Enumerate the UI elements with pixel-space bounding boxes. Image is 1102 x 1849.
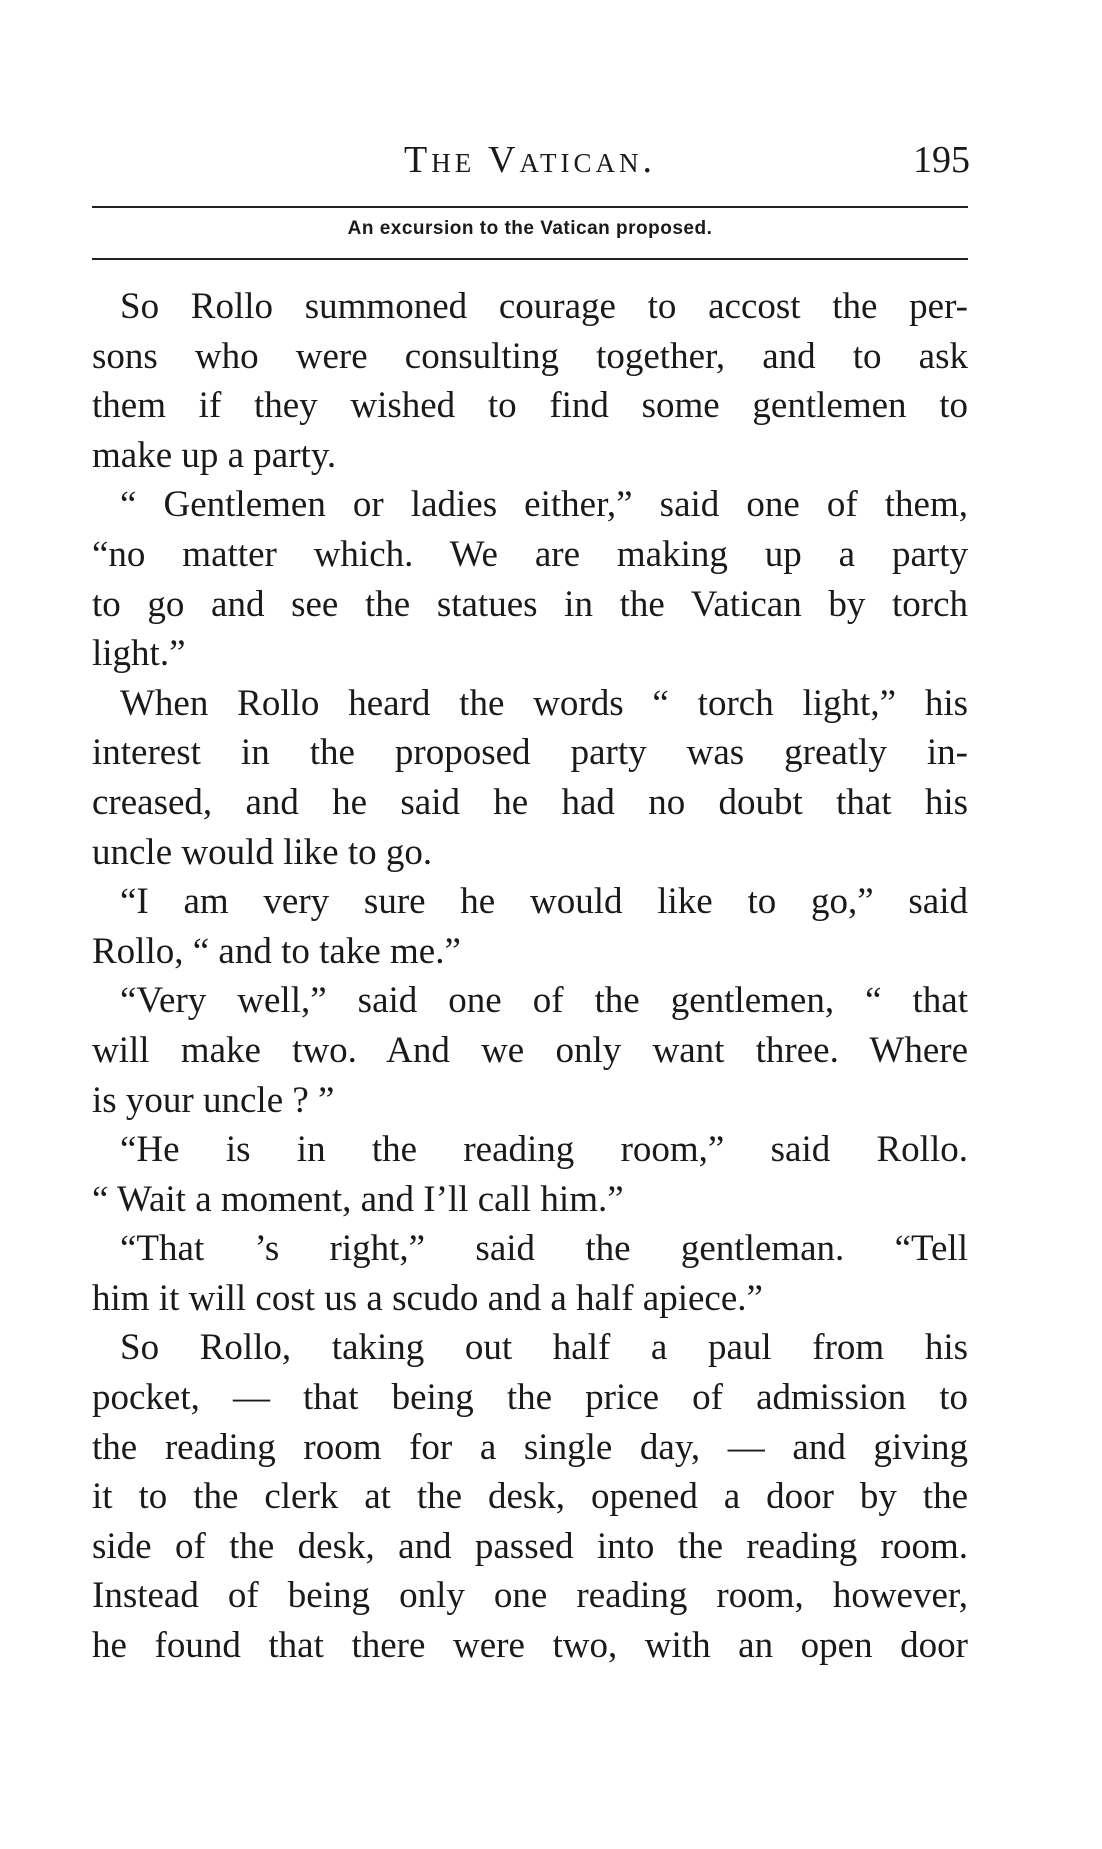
text-line: he found that there were two, with an open door xyxy=(92,1625,968,1667)
text-line: “That ’s right,” said the gentleman. “Tell xyxy=(120,1228,968,1270)
page-number: 195 xyxy=(913,139,970,181)
text-line: creased, and he said he had no doubt that his xyxy=(92,781,968,823)
text-line: is your uncle ? ” xyxy=(92,1079,335,1121)
bottom-rule xyxy=(92,258,968,260)
text-line: it to the clerk at the desk, opened a door by the xyxy=(92,1476,968,1518)
text-line: Instead of being only one reading room, however, xyxy=(92,1575,968,1617)
text-line: interest in the proposed party was greatly in- xyxy=(92,732,968,774)
body-text xyxy=(92,282,968,1671)
running-head xyxy=(90,138,970,188)
text-line: to go and see the statues in the Vatican by torch xyxy=(92,583,968,625)
text-line: “ Wait a moment, and I’ll call him.” xyxy=(92,1178,624,1220)
text-line: “I am very sure he would like to go,” said xyxy=(120,881,968,923)
text-line: So Rollo summoned courage to accost the per- xyxy=(120,286,968,327)
text-line: make up a party. xyxy=(92,434,337,476)
text-line: light.” xyxy=(92,633,186,675)
text-line: will make two. And we only want three. Where xyxy=(92,1029,968,1071)
chapter-headline: An excursion to the Vatican proposed. xyxy=(347,218,713,239)
text-line: the reading room for a single day, — and giving xyxy=(92,1426,968,1468)
text-line: “no matter which. We are making up a party xyxy=(92,533,968,575)
text-line: “He is in the reading room,” said Rollo. xyxy=(120,1129,968,1171)
text-line: uncle would like to go. xyxy=(92,831,433,873)
text-line: him it will cost us a scudo and a half apiece.” xyxy=(92,1277,763,1319)
text-line: “Very well,” said one of the gentlemen, “ that xyxy=(120,980,968,1022)
text-line: “ Gentlemen or ladies either,” said one of them, xyxy=(120,484,968,526)
text-line: So Rollo, taking out half a paul from his xyxy=(120,1327,968,1369)
top-rule xyxy=(92,206,968,208)
text-line: them if they wished to find some gentlemen to xyxy=(92,385,968,427)
text-line: pocket, — that being the price of admission to xyxy=(92,1377,968,1419)
text-line: Rollo, “ and to take me.” xyxy=(92,930,461,972)
text-line: sons who were consulting together, and to ask xyxy=(92,335,968,377)
text-line: When Rollo heard the words “ torch light,” his xyxy=(120,682,968,724)
text-line: side of the desk, and passed into the reading room. xyxy=(92,1525,968,1567)
running-title: The Vatican. xyxy=(404,139,656,181)
